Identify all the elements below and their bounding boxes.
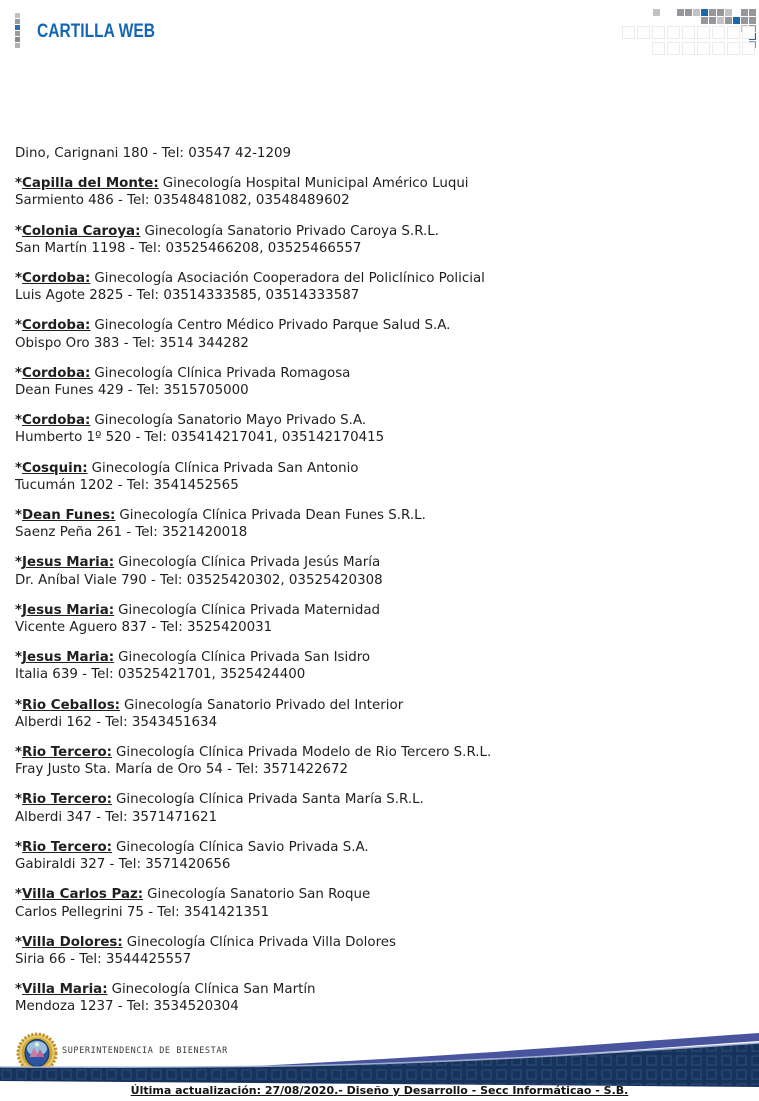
entry-address-line: Obispo Oro 383 - Tel: 3514 344282 xyxy=(15,335,249,351)
entries-container xyxy=(15,175,749,1015)
clinic-entry xyxy=(15,744,749,778)
entry-address-line: Luis Agote 2825 - Tel: 03514333585, 03514333587 xyxy=(15,288,360,304)
entry-service: Ginecología Clínica Privada Maternidad xyxy=(118,602,381,618)
entry-service: Ginecología Sanatorio Privado del Interior xyxy=(124,697,404,713)
entry-bullet: * xyxy=(15,934,23,950)
entry-title-line xyxy=(15,934,749,951)
entry-service: Ginecología Clínica Privada Romagosa xyxy=(94,365,351,381)
outline-square xyxy=(712,26,725,39)
entry-address-line: Dean Funes 429 - Tel: 3515705000 xyxy=(15,383,249,399)
entry-address-line: Italia 639 - Tel: 03525421701, 3525424400 xyxy=(15,667,306,683)
outline-square xyxy=(727,42,740,55)
entry-city: Cordoba: xyxy=(22,318,91,334)
footer-org-name: SUPERINTENDENCIA DE BIENESTAR xyxy=(62,1046,228,1056)
outline-square xyxy=(637,26,650,39)
clinic-entry xyxy=(15,223,749,257)
outline-square-row xyxy=(622,26,755,39)
pixel-square xyxy=(725,9,732,16)
pixel-square xyxy=(15,13,20,18)
entry-city: Jesus Maria: xyxy=(22,555,115,571)
entry-bullet: * xyxy=(15,602,23,618)
pixel-square xyxy=(15,25,20,30)
entry-address-line: Siria 66 - Tel: 3544425557 xyxy=(15,951,192,967)
outline-square xyxy=(697,26,710,39)
outline-square xyxy=(667,26,680,39)
pixel-square xyxy=(693,9,700,16)
clinic-entry xyxy=(15,697,749,731)
entry-service: Ginecología Clínica San Martín xyxy=(111,982,316,998)
pixel-square xyxy=(15,37,20,42)
entry-service: Ginecología Asociación Cooperadora del Policlínico Policial xyxy=(94,271,485,287)
entry-title-line xyxy=(15,365,749,382)
entry-title-line xyxy=(15,981,749,998)
entry-city: Rio Tercero: xyxy=(22,839,112,855)
entry-address-line: Dr. Aníbal Viale 790 - Tel: 03525420302, 03525420308 xyxy=(15,572,383,588)
entry-bullet: * xyxy=(15,745,23,761)
entry-bullet: * xyxy=(15,508,23,524)
entry-bullet: * xyxy=(15,271,23,287)
clinic-entry xyxy=(15,507,749,541)
pixel-square xyxy=(717,9,724,16)
entry-city: Cosquin: xyxy=(22,460,88,476)
app-title: CARTILLA WEB xyxy=(37,21,155,42)
clinic-entry xyxy=(15,365,749,399)
entry-city: Villa Maria: xyxy=(22,982,108,998)
entry-address-line: Vicente Aguero 837 - Tel: 3525420031 xyxy=(15,620,273,636)
entry-city: Jesus Maria: xyxy=(22,650,115,666)
outline-square xyxy=(622,26,635,39)
outline-square xyxy=(652,26,665,39)
clinic-entry xyxy=(15,649,749,683)
clinic-entry xyxy=(15,886,749,920)
entry-address-line: Humberto 1º 520 - Tel: 035414217041, 035142170415 xyxy=(15,430,385,446)
entry-title-line xyxy=(15,223,749,240)
intro-line: Dino, Carignani 180 - Tel: 03547 42-1209 xyxy=(15,146,291,161)
entry-service: Ginecología Clínica Savio Privada S.A. xyxy=(116,839,369,855)
entry-address-line: Mendoza 1237 - Tel: 3534520304 xyxy=(15,999,239,1015)
entry-city: Villa Dolores: xyxy=(22,934,123,950)
clinic-entry xyxy=(15,602,749,636)
outline-square xyxy=(667,42,680,55)
entry-service: Ginecología Centro Médico Privado Parque Salud S.A. xyxy=(94,318,451,334)
entry-service: Ginecología Clínica Privada Dean Funes S.R.L. xyxy=(119,508,426,524)
clinic-entry xyxy=(15,460,749,494)
clinic-entry xyxy=(15,791,749,825)
pixel-square xyxy=(733,17,740,24)
pixel-square xyxy=(741,17,748,24)
entry-service: Ginecología Clínica Privada San Antonio xyxy=(91,460,359,476)
entry-address-line: Alberdi 162 - Tel: 3543451634 xyxy=(15,714,218,730)
entry-address-line: Tucumán 1202 - Tel: 3541452565 xyxy=(15,477,239,493)
entry-bullet: * xyxy=(15,318,23,334)
pixel-square xyxy=(709,17,716,24)
entry-bullet: * xyxy=(15,982,23,998)
entry-city: Rio Tercero: xyxy=(22,745,112,761)
entry-service: Ginecología Clínica Privada Villa Dolores xyxy=(126,934,397,950)
pixel-square xyxy=(653,9,660,16)
clinic-entry xyxy=(15,934,749,968)
entry-bullet: * xyxy=(15,460,23,476)
entry-address-line: Gabiraldi 327 - Tel: 3571420656 xyxy=(15,857,231,873)
entry-title-line xyxy=(15,744,749,761)
entry-title-line xyxy=(15,886,749,903)
pixel-square xyxy=(701,17,708,24)
entry-service: Ginecología Hospital Municipal Américo Luqui xyxy=(162,176,469,192)
clinic-list xyxy=(15,145,749,1029)
pixel-square xyxy=(717,17,724,24)
outline-square xyxy=(682,42,695,55)
entry-service: Ginecología Clínica Privada Santa María S.R.L. xyxy=(116,792,424,808)
entry-title-line xyxy=(15,554,749,571)
pixel-square xyxy=(15,31,20,36)
entry-address-line: Saenz Peña 261 - Tel: 3521420018 xyxy=(15,525,248,541)
entry-bullet: * xyxy=(15,413,23,429)
entry-bullet: * xyxy=(15,176,23,192)
pixel-square xyxy=(749,17,756,24)
entry-city: Jesus Maria: xyxy=(22,602,115,618)
entry-title-line xyxy=(15,175,749,192)
entry-bullet: * xyxy=(15,650,23,666)
pixel-square xyxy=(749,9,756,16)
footer-update-text: Última actualización: 27/08/2020.- Diseño y Desarrollo - Secc Informáticao - S.B. xyxy=(130,1084,629,1097)
entry-title-line xyxy=(15,791,749,808)
entry-title-line xyxy=(15,649,749,666)
pixel-square xyxy=(701,9,708,16)
entry-city: Cordoba: xyxy=(22,365,91,381)
entry-bullet: * xyxy=(15,887,23,903)
entry-city: Dean Funes: xyxy=(22,508,116,524)
entry-city: Rio Ceballos: xyxy=(22,697,121,713)
entry-service: Ginecología Clínica Privada Modelo de Rio Tercero S.R.L. xyxy=(116,745,492,761)
clinic-entry xyxy=(15,839,749,873)
pixel-square xyxy=(725,17,732,24)
outline-square xyxy=(742,42,755,55)
clinic-entry xyxy=(15,981,749,1015)
entry-service: Ginecología Clínica Privada San Isidro xyxy=(118,650,371,666)
entry-city: Cordoba: xyxy=(22,413,91,429)
header-pixel-art xyxy=(645,9,759,69)
header-pixel-strip xyxy=(15,13,20,49)
clinic-entry xyxy=(15,412,749,446)
entry-title-line xyxy=(15,602,749,619)
entry-title-line xyxy=(15,697,749,714)
clinic-entry xyxy=(15,270,749,304)
outline-square xyxy=(652,42,665,55)
entry-bullet: * xyxy=(15,223,23,239)
pixel-square xyxy=(677,9,684,16)
entry-title-line xyxy=(15,839,749,856)
pixel-square xyxy=(741,9,748,16)
entry-address-line: Sarmiento 486 - Tel: 03548481082, 03548489602 xyxy=(15,193,350,209)
entry-address-line: Alberdi 347 - Tel: 3571471621 xyxy=(15,809,218,825)
entry-title-line xyxy=(15,412,749,429)
entry-service: Ginecología Sanatorio Mayo Privado S.A. xyxy=(94,413,367,429)
entry-city: Colonia Caroya: xyxy=(22,223,141,239)
outline-square xyxy=(682,26,695,39)
clinic-entry xyxy=(15,175,749,209)
entry-service: Ginecología Clínica Privada Jesús María xyxy=(118,555,381,571)
entry-bullet: * xyxy=(15,365,23,381)
entry-title-line xyxy=(15,460,749,477)
pixel-square xyxy=(709,9,716,16)
entry-city: Rio Tercero: xyxy=(22,792,112,808)
footer-wave xyxy=(0,1026,759,1088)
entry-bullet: * xyxy=(15,839,23,855)
entry-city: Villa Carlos Paz: xyxy=(22,887,144,903)
entry-bullet: * xyxy=(15,555,23,571)
entry-address-line: San Martín 1198 - Tel: 03525466208, 03525466557 xyxy=(15,240,362,256)
entry-title-line xyxy=(15,317,749,334)
outline-square xyxy=(727,26,740,39)
entry-bullet: * xyxy=(15,792,23,808)
entry-service: Ginecología Sanatorio San Roque xyxy=(147,887,371,903)
entry-city: Cordoba: xyxy=(22,271,91,287)
entry-address-line: Fray Justo Sta. María de Oro 54 - Tel: 3571422672 xyxy=(15,762,349,778)
entry-title-line xyxy=(15,270,749,287)
entry-address-line: Carlos Pellegrini 75 - Tel: 3541421351 xyxy=(15,904,270,920)
outline-square xyxy=(712,42,725,55)
entry-title-line xyxy=(15,507,749,524)
outline-square-row xyxy=(652,42,755,55)
pixel-square xyxy=(15,19,20,24)
entry-city: Capilla del Monte: xyxy=(22,176,159,192)
pixel-square xyxy=(685,9,692,16)
entry-service: Ginecología Sanatorio Privado Caroya S.R.L. xyxy=(144,223,439,239)
outline-square xyxy=(742,26,755,39)
pixel-square xyxy=(15,43,20,48)
clinic-entry xyxy=(15,317,749,351)
outline-square xyxy=(697,42,710,55)
clinic-entry xyxy=(15,554,749,588)
entry-bullet: * xyxy=(15,697,23,713)
